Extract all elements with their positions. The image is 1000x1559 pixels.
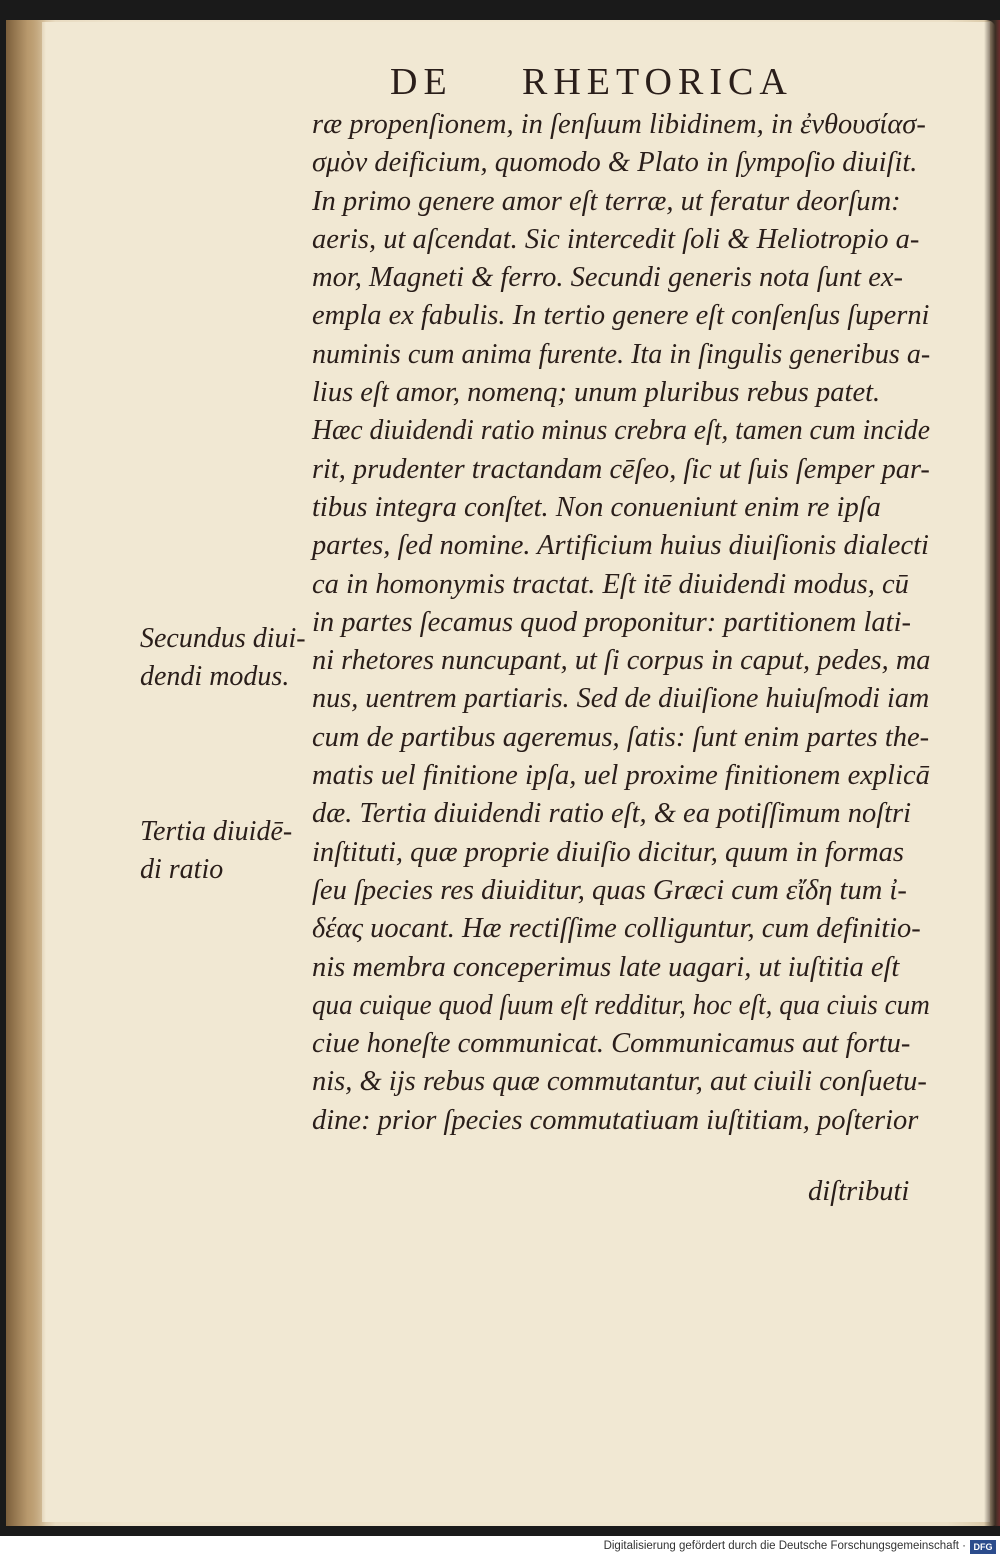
marginal-note [140,620,310,696]
dfg-logo-icon: DFG [970,1540,996,1554]
text-line: ni rhetores nuncupant, ut ſi corpus in caput, pedes, ma [312,645,931,677]
text-line: σμὸν deificium, quomodo & Plato in ſympoſio diuiſit. [312,147,918,179]
marginal-note-line: Secundus diui- [140,623,306,654]
text-line: ræ propenſionem, in ſenſuum libidinem, in ἐνθουσίασ- [312,109,926,140]
footer-bar [0,1536,1000,1559]
marginal-note [140,813,310,889]
text-line: dæ. Tertia diuidendi ratio eſt, & ea potiſſimum noſtri [312,798,912,830]
text-line: lius eſt amor, nomenq; unum pluribus rebus patet. [312,377,881,409]
body-text [312,106,932,1140]
page-edge-shadow [984,20,1000,1526]
running-head-word: DE [390,61,453,103]
text-line: numinis cum anima furente. Ita in ſingulis generibus a- [312,338,931,370]
text-line: mor, Magneti & ferro. Secundi generis nota ſunt ex- [312,262,904,294]
marginal-note-line: dendi modus. [140,661,290,692]
catchword: diſtributi [808,1176,910,1207]
text-line: cum de partibus ageremus, ſatis: ſunt enim partes the- [312,721,930,753]
text-line: empla ex fabulis. In tertio genere eſt conſenſus ſuperni [312,300,930,332]
text-line: in partes ſecamus quod proponitur: partitionem lati- [312,606,912,638]
marginal-note-line: Tertia diuidē- [140,816,293,847]
text-line: In primo genere amor eſt terræ, ut feratur deorſum: [312,185,901,217]
spine-shadow [6,20,46,1526]
text-line: partes, ſed nomine. Artificium huius diuiſionis dialecti [312,530,929,562]
text-line: Hæc diuidendi ratio minus crebra eſt, tamen cum incide [312,415,930,447]
text-line: nus, uentrem partiaris. Sed de diuiſione huiuſmodi iam [312,683,930,715]
text-line: aeris, ut aſcendat. Sic intercedit ſoli & Heliotropio a- [312,223,920,255]
text-line: rit, prudenter tractandam cēſeo, ſic ut ſuis ſemper par- [312,453,930,485]
running-head-word: RHETORICA [522,61,793,103]
text-line: nis, & ijs rebus quæ commutantur, aut ciuili conſuetu- [312,1066,927,1098]
text-line: nis membra conceperimus late uagari, ut iuſtitia eſt [312,951,900,983]
marginal-note-line: di ratio [140,854,224,885]
text-line: inſtituti, quæ proprie diuiſio dicitur, quum in formas [312,836,904,868]
text-line: matis uel finitione ipſa, uel proxime finitionem explicā [312,760,930,792]
running-head [390,60,850,104]
text-line: qua cuique quod ſuum eſt redditur, hoc eſt, qua ciuis cum [312,989,930,1021]
text-line: δέας uocant. Hæ rectiſſime colliguntur, cum definitio- [312,913,921,945]
text-line: ſeu ſpecies res diuiditur, quas Græci cum εἴδη tum ἰ- [312,874,907,906]
text-line: ciue honeſte communicat. Communicamus aut fortu- [312,1028,911,1060]
text-line: tibus integra conſtet. Non conueniunt enim re ipſa [312,491,881,523]
text-line: ca in homonymis tractat. Eſt itē diuidendi modus, cū [312,568,909,600]
funding-notice: Digitalisierung gefördert durch die Deutsche Forschungsgemeinschaft · [603,1540,966,1552]
text-line: dine: prior ſpecies commutatiuam iuſtitiam, poſterior [312,1104,919,1136]
